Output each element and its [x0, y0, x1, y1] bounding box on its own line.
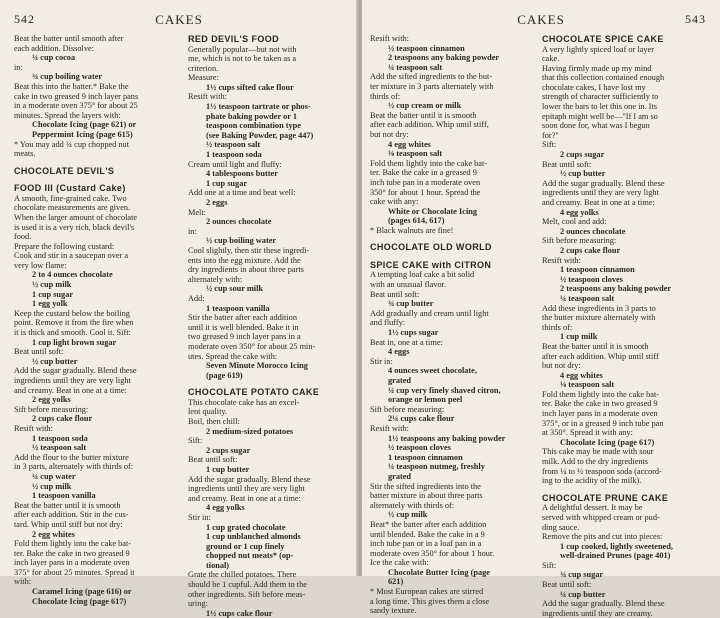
ingredient-line: ¼ cup water [32, 471, 76, 481]
ingredient-line: 621) [388, 577, 404, 587]
body-line: in: [14, 62, 23, 72]
recipe-heading: CHOCOLATE OLD WORLD [370, 242, 492, 253]
ingredient-line: ¾ cup boiling water [32, 72, 103, 82]
body-line: meats. [14, 149, 36, 159]
body-line: * Black walnuts are fine! [370, 225, 454, 235]
body-line: Add the sugar gradually. Blend these [14, 366, 137, 376]
body-line: Add the sugar gradually. Blend these [188, 474, 311, 484]
body-line: alternately with thirds of: [370, 500, 455, 510]
ingredient-line: ¼ cup cocoa [32, 53, 76, 63]
body-line: cake. [542, 54, 560, 64]
body-line: Beat the batter until it is smooth [542, 341, 649, 351]
body-line: after each addition. Whip until stiff [542, 351, 659, 361]
body-line: for?" [542, 130, 559, 140]
body-line: ter. Bake the cake in two greased 9 [542, 399, 658, 409]
ingredient-line: 1 cup sugar [206, 178, 248, 188]
ingredient-line: 2 teaspoons any baking powder [388, 53, 500, 63]
body-line: sandy texture. [370, 606, 417, 616]
body-line: cake with any: [370, 197, 419, 207]
text-column [188, 34, 352, 618]
body-line: inch tube pan in a moderate oven [370, 177, 481, 187]
recipe-heading: RED DEVIL'S FOOD [188, 34, 280, 44]
body-line: 375° for about 25 minutes. Spread it [14, 567, 135, 577]
body-line: Keep the custard below the boiling [14, 308, 130, 318]
body-line: ents into the egg mixture. Add the [188, 255, 301, 265]
body-line: A smooth, fine-grained cake. Two [14, 193, 127, 203]
body-line: me, which is not to be taken as a [188, 54, 297, 64]
body-line: Add these ingredients in 3 parts to [542, 303, 656, 313]
ingredient-line: 2 ounces chocolate [206, 217, 272, 227]
body-line: is used it is a very rich, black devil's [14, 222, 135, 232]
body-line: at 350°. Spread it with any: [542, 428, 633, 438]
body-line: and creamy. Beat in one at a time: [14, 385, 127, 395]
body-line: with: [14, 577, 32, 587]
body-line: ding sauce. [542, 522, 580, 532]
ingredient-line: orange or lemon peel [388, 395, 463, 405]
body-line: strength of character sufficiently to [542, 92, 659, 102]
body-line: very low flame: [14, 260, 67, 270]
text-column [14, 34, 178, 606]
body-line: Ice the cake with: [370, 558, 429, 568]
body-line: epitaph might well be—"If I am so [542, 111, 658, 121]
body-line: cake in two greased 9 inch layer pans [14, 91, 139, 101]
ingredient-line: grated [388, 376, 412, 385]
body-line: until it is well blended. Bake it in [188, 322, 299, 332]
ingredient-line: 4 eggs [388, 347, 410, 357]
body-line: A tempting loaf cake a bit solid [370, 270, 475, 280]
body-line: Beat until soft: [188, 455, 238, 465]
ingredient-line: 2 to 4 ounces chocolate [32, 270, 113, 280]
ingredient-line: 2 ounces chocolate [560, 226, 626, 236]
body-line: in 3 parts, alternately with thirds of: [14, 462, 134, 472]
body-line: Stir in: [188, 512, 211, 522]
body-line: should be 1 cupful. Add them to the [188, 580, 307, 590]
body-line: uring: [188, 599, 208, 609]
body-line: * Most European cakes are stirred [370, 587, 484, 597]
ingredient-line: 4 egg whites [560, 370, 603, 380]
body-line: served with whipped cream or pud- [542, 512, 660, 522]
body-line: chocolate measurements are given. [14, 203, 131, 213]
ingredient-line: 1½ cups cake flour [206, 608, 273, 618]
ingredient-line: 2 cups cake flour [560, 245, 621, 255]
body-line: ter. Bake the cake in two greased 9 [14, 548, 130, 558]
body-line: Beat until soft: [14, 347, 64, 357]
body-line: the butter mixture alternately with [542, 313, 656, 323]
page-number: 543 [685, 12, 706, 26]
ingredient-line: ½ cup boiling water [206, 236, 277, 246]
body-line: after each addition. Whip until stiff, [370, 120, 489, 130]
ingredient-line: 2 teaspoons any baking powder [560, 284, 672, 294]
body-line: moderate oven 350° for about 25 min- [188, 341, 316, 351]
body-line: and fluffy: [370, 318, 406, 328]
body-line: ing to the acidity of the milk). [542, 476, 642, 486]
body-line: This chocolate cake has an excel- [188, 397, 300, 407]
ingredient-line: 2¼ cups cake flour [388, 414, 455, 424]
ingredient-line: grated [388, 471, 412, 481]
ingredient-line: 4 egg whites [388, 139, 431, 149]
body-line: and creamy. Beat in one at a time: [542, 198, 655, 207]
ingredient-line: well-drained Prunes (page 401) [560, 551, 671, 561]
ingredient-line: ¾ cup butter [388, 299, 434, 309]
body-line: Sift: [542, 560, 557, 570]
body-line: Measure: [188, 73, 219, 83]
body-line: ter. Bake the cake in a greased 9 [370, 168, 477, 178]
body-line: soon done for, what was I begun [542, 121, 650, 131]
body-line: Resift with: [188, 92, 227, 102]
body-line: minutes. Spread the layers with: [14, 110, 121, 120]
body-line: Beat in, one at a time: [370, 337, 443, 347]
body-line: dry ingredients in about three parts [188, 265, 304, 275]
body-line: criterion. [188, 63, 219, 73]
body-line: inch tube pan or in a loaf pan in a [370, 539, 482, 549]
ingredient-line: (see Baking Powder, page 447) [206, 130, 314, 140]
ingredient-line: ⅛ teaspoon salt [388, 149, 443, 159]
ingredient-line: ¾ cup sugar [560, 570, 604, 580]
body-line: ingredients until they are creamy. [542, 608, 653, 618]
ingredient-line: Seven Minute Morocco Icing [206, 361, 308, 371]
ingredient-line: 1 cup unblanched almonds [206, 532, 301, 542]
ingredient-line: Caramel Icing (page 616) or [32, 587, 132, 597]
body-line: Beat until soft: [370, 289, 420, 299]
body-line: Add the flour to the butter mixture [14, 452, 129, 462]
body-line: two greased 9 inch layer pans in a [188, 332, 301, 342]
ingredient-line: 2 egg whites [32, 529, 75, 539]
body-line: 375°, or in a greased 9 inch tube pan [542, 418, 664, 428]
ingredient-line: 1½ teaspoons any baking powder [388, 433, 506, 443]
ingredient-line: 2 medium-sized potatoes [206, 426, 294, 436]
running-head: CAKES [155, 12, 203, 27]
body-line: Resift with: [370, 34, 409, 43]
body-line: other ingredients. Sift before meas- [188, 589, 306, 599]
body-line: Add one at a time and beat well: [188, 188, 296, 198]
recipe-heading: SPICE CAKE with CITRON [370, 259, 492, 270]
ingredient-line: Chocolate Icing (page 617) [560, 437, 655, 447]
body-line: Beat until soft: [542, 580, 592, 590]
body-line: ingredients until they are very light [542, 188, 659, 198]
body-line: alternately with: [188, 274, 243, 284]
body-line: Beat the batter until it is smooth [370, 110, 477, 120]
ingredient-line: 1 teaspoon soda [206, 150, 262, 160]
ingredient-line: 1 cup butter [206, 464, 250, 474]
body-line: Generally popular—but not with [188, 44, 297, 54]
body-line: thirds of: [542, 322, 573, 332]
body-line: inch layer pans in a moderate oven [542, 409, 658, 419]
body-line: ter mixture in 3 parts alternately with [370, 81, 494, 91]
body-line: Prepare the following custard: [14, 241, 115, 251]
body-line: batter mixture in about three parts [370, 491, 483, 501]
ingredient-line: 1 cup grated chocolate [206, 522, 286, 532]
body-line: Sift before measuring: [542, 236, 617, 246]
ingredient-line: ½ teaspoon salt [206, 140, 261, 150]
body-line: Beat* the batter after each addition [370, 519, 487, 529]
left-page [0, 0, 358, 618]
ingredient-line: 1 cup sugar [32, 289, 74, 299]
ingredient-line: 2 cups sugar [206, 445, 251, 455]
page-header [0, 12, 358, 28]
body-line: A delightful dessert. It may be [542, 503, 643, 513]
ingredient-line: ½ teaspoon cinnamon [388, 43, 465, 53]
body-line: Resift with: [370, 423, 409, 433]
ingredient-line: ¼ cup very finely shaved citron, [388, 385, 501, 395]
body-line: Stir the batter after each addition [188, 313, 297, 323]
body-line: * You may add ¾ cup chopped nut [14, 139, 129, 149]
ingredient-line: Peppermint Icing (page 615) [32, 129, 133, 139]
body-line: Add gradually and cream until light [370, 308, 489, 318]
body-line: Beat until soft: [542, 159, 592, 169]
body-line: Sift before measuring: [370, 404, 445, 414]
ingredient-line: (pages 614, 617) [388, 216, 445, 226]
body-line: Cook and stir in a saucepan over a [14, 251, 129, 261]
body-line: When the larger amount of chocolate [14, 212, 138, 222]
body-line: after each addition. Stir in the cus- [14, 510, 129, 520]
ingredient-line: chopped nut meats* (op- [206, 551, 294, 561]
body-line: in: [188, 226, 197, 236]
recipe-heading: CHOCOLATE POTATO CAKE [188, 387, 320, 398]
ingredient-line: 4 tablespoons butter [206, 169, 278, 179]
right-page [362, 0, 720, 618]
body-line: inch layer pans in a moderate oven [14, 558, 130, 568]
body-line: Boil, then chill: [188, 416, 240, 426]
ingredient-line: Chocolate Icing (page 621) or [32, 120, 137, 130]
page-header [362, 12, 720, 28]
ingredient-line: 1 teaspoon cinnamon [388, 452, 463, 462]
ingredient-line: 2 cups sugar [560, 150, 605, 160]
body-line: Cream until light and fluffy: [188, 159, 282, 169]
text-column [542, 34, 706, 618]
body-line: that this collection contained enough [542, 73, 665, 83]
body-line: Beat the batter until smooth after [14, 34, 124, 43]
ingredient-line: 1 cup light brown sugar [32, 337, 117, 347]
ingredient-line: ½ cup cream or milk [388, 101, 462, 111]
ingredient-line: ⅛ teaspoon salt [560, 380, 615, 390]
body-line: Beat the batter until it is smooth [14, 500, 121, 510]
body-line: Add the sugar gradually. Blend these [542, 599, 665, 609]
body-line: Grate the chilled potatoes. There [188, 570, 297, 580]
body-line: Having firmly made up my mind [542, 63, 652, 73]
recipe-heading: CHOCOLATE DEVIL'S [14, 165, 115, 176]
body-line: This cake may be made with sour [542, 447, 654, 457]
ingredient-line: ¼ teaspoon salt [388, 62, 443, 72]
running-head: CAKES [517, 12, 565, 27]
ingredient-line: 1 egg yolk [32, 299, 68, 309]
body-line: until blended. Bake the cake in a 9 [370, 529, 485, 539]
body-line: Melt: [188, 207, 206, 217]
body-line: Stir in: [370, 356, 393, 366]
text-column [370, 34, 534, 616]
body-line: but not dry: [542, 361, 581, 371]
ingredient-line: 1 teaspoon soda [32, 433, 88, 443]
ingredient-line: ¼ cup butter [560, 589, 606, 599]
ingredient-line: tional) [206, 560, 230, 570]
ingredient-line: ½ teaspoon salt [32, 443, 87, 453]
recipe-heading: CHOCOLATE PRUNE CAKE [542, 492, 669, 503]
body-line: it is thick and smooth. Cool it. Sift: [14, 328, 131, 338]
body-line: Remove the pits and cut into pieces: [542, 532, 663, 542]
ingredient-line: 2 eggs [206, 198, 228, 207]
ingredient-line: (page 619) [206, 370, 243, 380]
ingredient-line: 1 teaspoon vanilla [206, 303, 270, 313]
ingredient-line: teaspoon combination type [206, 121, 301, 131]
body-line: chocolate cakes, I have lost my [542, 82, 646, 92]
ingredient-line: ½ cup sour milk [206, 284, 264, 294]
ingredient-line: Chocolate Icing (page 617) [32, 596, 127, 606]
ingredient-line: ½ cup butter [560, 169, 606, 179]
body-line: Resift with: [14, 423, 53, 433]
page-number: 542 [14, 12, 35, 26]
body-line: from ¼ to ½ teaspoon soda (accord- [542, 466, 662, 476]
ingredient-line: 1 teaspoon vanilla [32, 491, 96, 501]
ingredient-line: ½ teaspoon cloves [388, 443, 451, 453]
body-line: Add the sifted ingredients to the but- [370, 72, 493, 82]
body-line: Stir the sifted ingredients into the [370, 481, 481, 491]
body-line: food. [14, 232, 32, 242]
ingredient-line: ½ cup milk [32, 280, 72, 290]
recipe-heading: FOOD III (Custard Cake) [14, 183, 126, 194]
body-line: thirds of: [370, 91, 401, 101]
body-line: ingredients until they are very light [14, 376, 131, 385]
body-line: moderate oven 350° for about 1 hour. [370, 548, 495, 558]
body-line: Add: [188, 293, 205, 303]
ingredient-line: ½ teaspoon cloves [560, 274, 623, 284]
ingredient-line: 4 ounces sweet chocolate, [388, 366, 477, 376]
body-line: Beat this into the batter.* Bake the [14, 81, 129, 91]
body-line: tard. Whip until stiff but not dry: [14, 519, 123, 529]
body-line: Sift before measuring: [14, 404, 89, 414]
body-line: Resift with: [542, 255, 581, 265]
ingredient-line: 4 egg yolks [560, 207, 599, 217]
body-line: lower the bars to let this one in. Its [542, 102, 657, 112]
body-line: A very lightly spiced loaf or layer [542, 44, 654, 54]
ingredient-line: ½ cup milk [388, 510, 428, 520]
ingredient-line: phate baking powder or 1 [206, 111, 297, 121]
body-line: each addition. Dissolve: [14, 43, 94, 53]
ingredient-line: 2 cups cake flour [32, 414, 93, 424]
ingredient-line: 4 egg yolks [206, 503, 245, 513]
body-line: milk. Add to the dry ingredients [542, 457, 649, 467]
ingredient-line: ¼ teaspoon nutmeg, freshly [388, 462, 485, 472]
body-line: Sift: [188, 436, 203, 446]
ingredient-line: 1 cup milk [560, 332, 598, 342]
body-line: with an unusual flavor. [370, 280, 447, 290]
body-line: Sift: [542, 140, 557, 150]
body-line: ingredients until they are very light [188, 484, 305, 494]
body-line: Fold them lightly into the cake bat- [370, 158, 488, 168]
ingredient-line: 1 teaspoon cinnamon [560, 265, 635, 275]
body-line: 350° for about 1 hour. Spread the [370, 187, 481, 197]
body-line: Cool slightly, then stir these ingredi- [188, 245, 310, 255]
body-line: Fold them lightly into the cake bat- [14, 539, 132, 549]
ingredient-line: ground or 1 cup finely [206, 541, 285, 551]
body-line: a long time. This gives them a close [370, 596, 490, 606]
body-line: point. Remove it from the fire when [14, 318, 134, 328]
ingredient-line: 1½ cups sifted cake flour [206, 82, 294, 92]
body-line: and creamy. Beat in one at a time: [188, 493, 301, 503]
body-line: lent quality. [188, 407, 228, 417]
body-line: in a moderate oven 375° for about 25 [14, 101, 138, 111]
ingredient-line: ¼ teaspoon salt [560, 293, 615, 303]
ingredient-line: 1 cup cooked, lightly sweetened, [560, 541, 673, 551]
ingredient-line: 1½ teaspoon tartrate or phos- [206, 102, 311, 112]
recipe-heading: CHOCOLATE SPICE CAKE [542, 34, 664, 44]
ingredient-line: ½ cup butter [32, 356, 78, 366]
ingredient-line: 1½ cups sugar [388, 328, 439, 338]
ingredient-line: ½ cup milk [32, 481, 72, 491]
body-line: Add the sugar gradually. Blend these [542, 178, 665, 188]
body-line: Fold them lightly into the cake bat- [542, 389, 660, 399]
body-line: utes. Spread the cake with: [188, 351, 278, 361]
body-line: but not dry: [370, 129, 409, 139]
ingredient-line: White or Chocolate Icing [388, 206, 478, 216]
body-line: Melt, cool and add: [542, 217, 607, 227]
ingredient-line: 2 egg yolks [32, 395, 71, 405]
ingredient-line: Chocolate Butter Icing (page [388, 567, 490, 577]
